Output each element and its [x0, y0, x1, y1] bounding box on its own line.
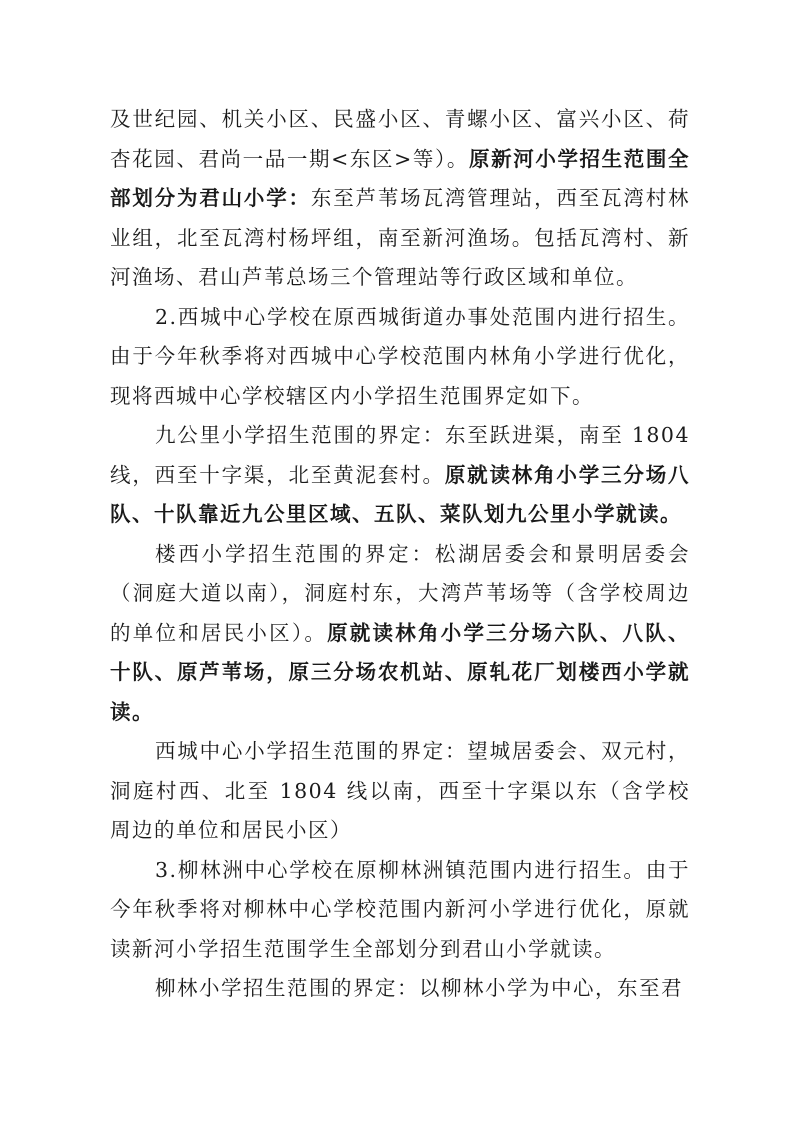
text-run-bold: 原新河小学招生范围全部划分为君山小学： — [110, 146, 691, 210]
text-run-bold: 原就读林角小学三分场八队、十队靠近九公里区域、五队、菜队划九公里小学就读。 — [110, 462, 691, 526]
text-run: 2.西城中心学校在原西城街道办事处范围内进行招生。由于今年秋季将对西城中心学校范围内林角小学进行优化，现将西城中心学校辖区内小学招生范围界定如下。 — [110, 304, 690, 408]
text-run: 东至芦苇场瓦湾管理站，西至瓦湾村林业组，北至瓦湾村杨坪组，南至新河渔场。包括瓦湾村、新河渔场、君山芦苇总场三个管理站等行政区域和单位。 — [110, 186, 691, 289]
text-run: 3.柳林洲中心学校在原柳林洲镇范围内进行招生。由于今年秋季将对柳林中心学校范围内新河小学进行优化，原就读新河小学招生范围学生全部划分到君山小学就读。 — [110, 857, 690, 961]
paragraph-4 — [110, 535, 690, 733]
text-run: 楼西小学招生范围的界定：松湖居委会和景明居委会（洞庭大道以南），洞庭村东，大湾芦苇场等（含学校周边的单位和居民小区）。 — [110, 541, 690, 645]
paragraph-7 — [110, 969, 690, 1009]
paragraph-5 — [110, 732, 690, 851]
paragraph-1 — [110, 100, 690, 298]
text-run: 及世纪园、机关小区、民盛小区、青螺小区、富兴小区、荷杏花园、君尚一品一期<东区>等）。 — [110, 107, 690, 171]
text-run-bold: 原就读林角小学三分场六队、八队、十队、原芦苇场，原三分场农机站、原轧花厂划楼西小学就读。 — [110, 620, 691, 724]
text-run: 西城中心小学招生范围的界定：望城居委会、双元村，洞庭村西、北至 1804 线以南，西至十字渠以东（含学校周边的单位和居民小区） — [110, 739, 690, 842]
text-run: 柳林小学招生范围的界定：以柳林小学为中心，东至君 — [155, 976, 683, 1000]
paragraph-2 — [110, 298, 690, 417]
paragraph-3 — [110, 416, 690, 535]
text-run: 九公里小学招生范围的界定：东至跃进渠，南至 1804 线，西至十字渠，北至黄泥套村。 — [110, 423, 690, 487]
document-page — [110, 100, 690, 1009]
paragraph-6 — [110, 851, 690, 970]
